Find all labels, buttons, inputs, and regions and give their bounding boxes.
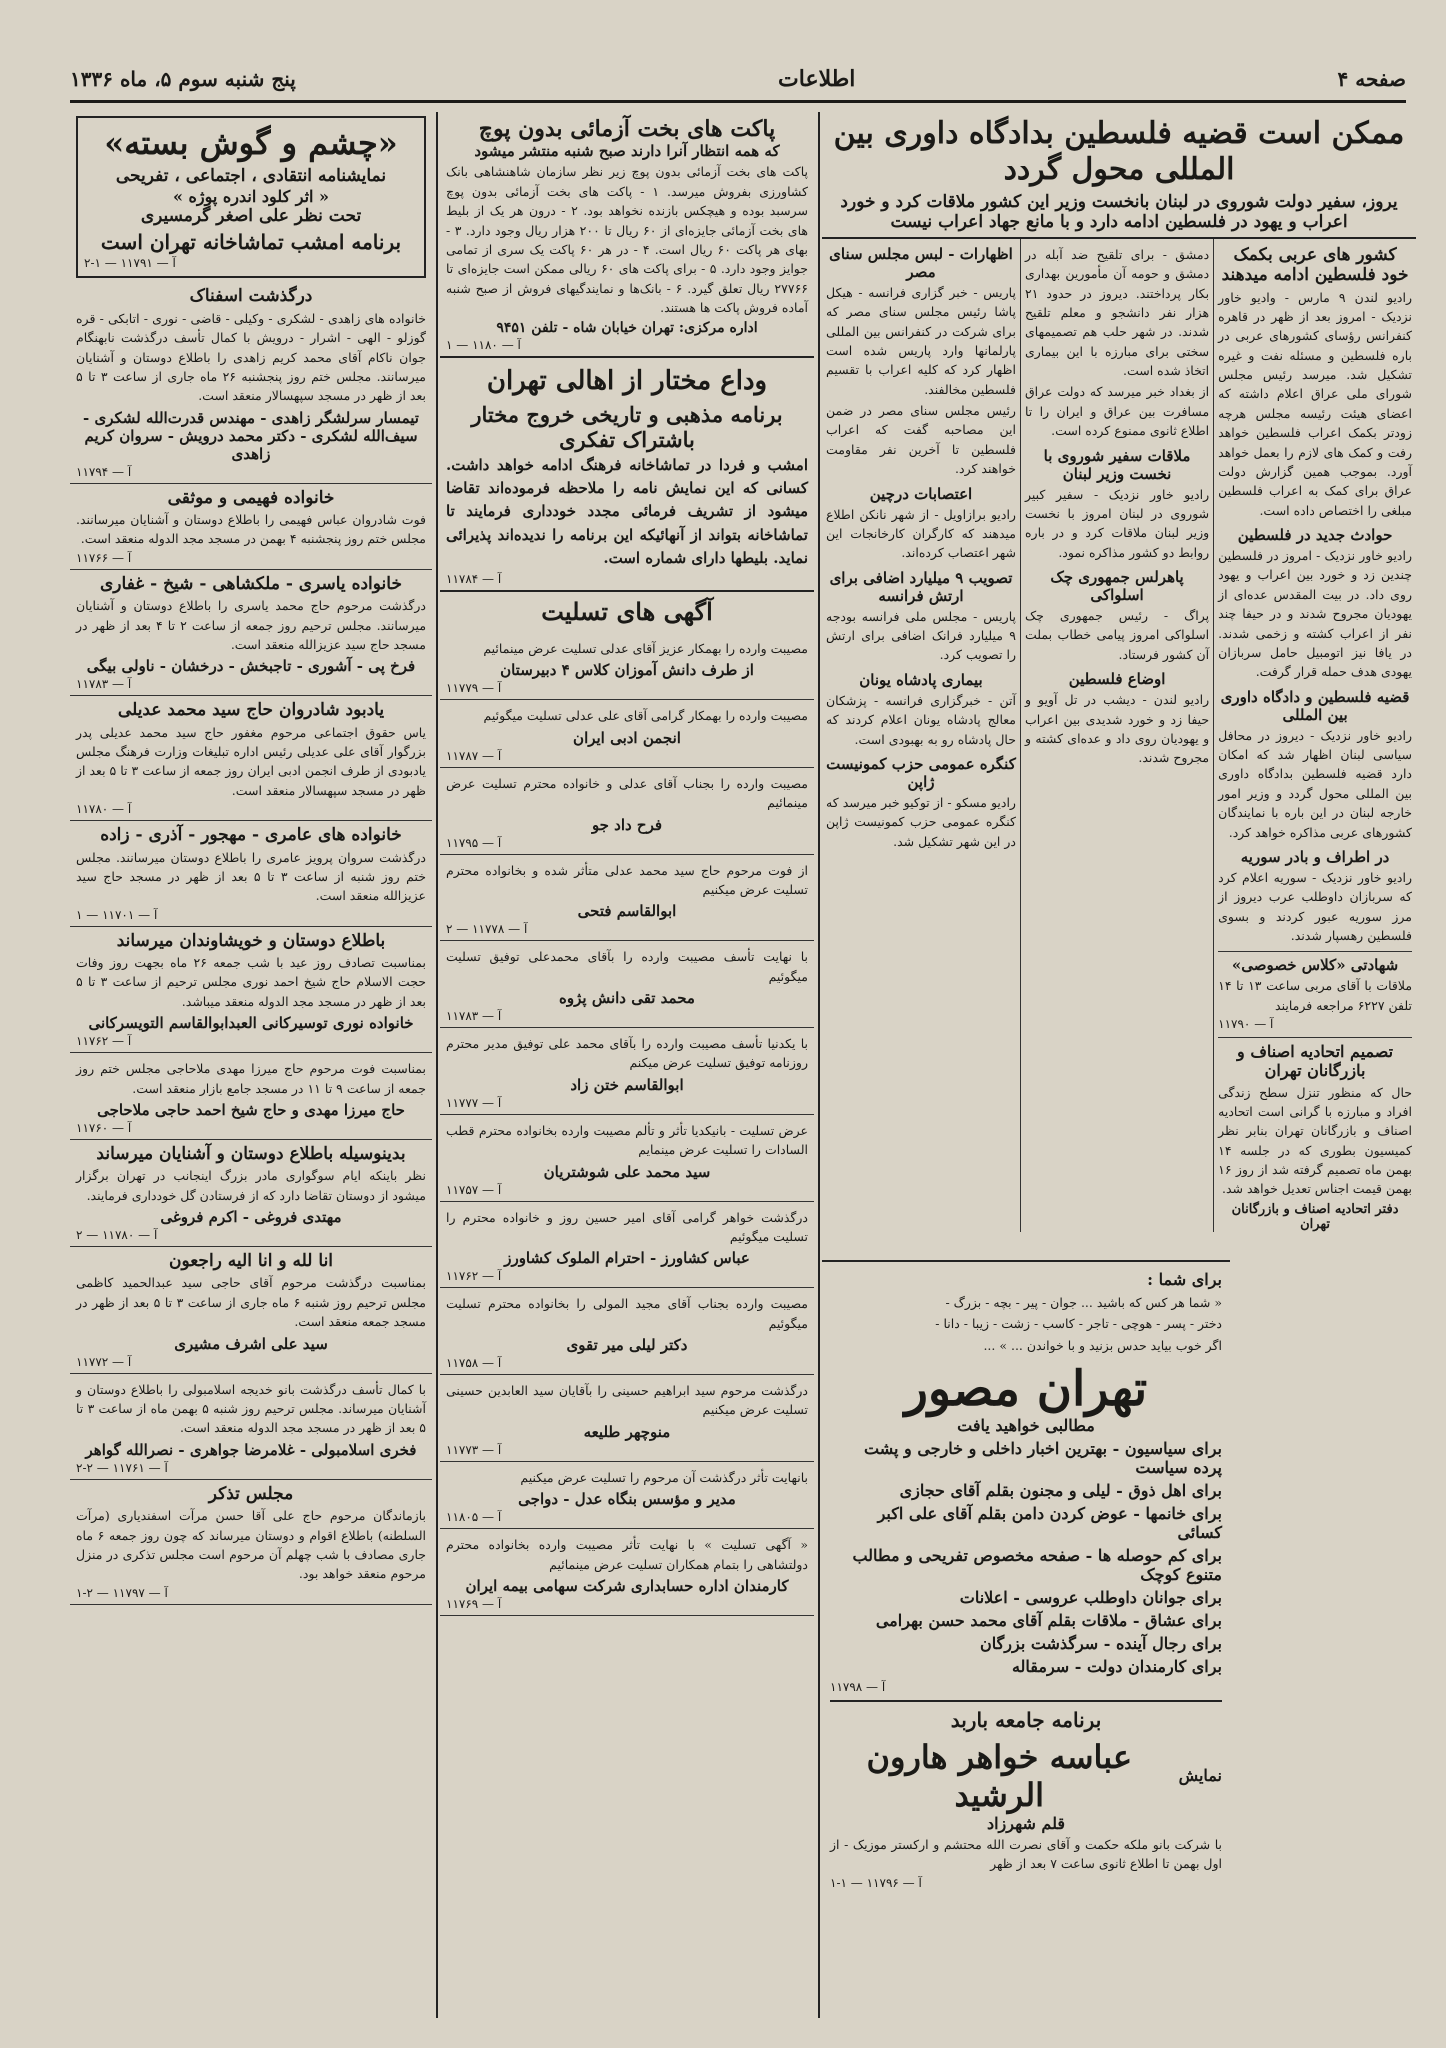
ad-number: آ — ۱۱۷۶۱ — ۲-۲ [76, 1460, 168, 1475]
condolence-signature: کارمندان اداره حسابداری شرکت سهامی بیمه ایران [465, 1576, 789, 1595]
story-text: پاریس - مجلس ملی فرانسه بودجه ۹ میلیارد فرانک اضافی برای ارتش را تصویب کرد. [826, 608, 1016, 663]
obituary-signature: حاج میرزا مهدی و حاج شیخ احمد حاجی ملاحاجی [97, 1100, 405, 1119]
tehran-item: برای سیاسیون - بهترین اخبار داخلی و خارجی و پشت پرده سیاست [864, 1438, 1222, 1477]
barbad-ad [830, 1700, 1222, 1890]
tehran-item: برای اهل ذوق - لیلی و مجنون بقلم آقای حجازی [899, 1480, 1222, 1500]
mokhtar-ad [440, 358, 814, 592]
obituary-title: درگذشت اسفناک [189, 286, 313, 307]
condolence-signature: انجمن ادبی ایران [573, 728, 681, 747]
condolence-notice [440, 1288, 814, 1375]
condolence-notice [440, 700, 814, 767]
condolence-text: مصیبت وارده را بهمکار گرامی آقای علی عدلی تسلیت میگوئیم [483, 708, 808, 724]
obituary-title: خانواده یاسری - ملکشاهی - شیخ - غفاری [100, 573, 402, 594]
story-title: ملاقات سفیر شوروی با نخست وزیر لبنان [1043, 446, 1191, 483]
notice-signature: دفتر اتحادیه اصناف و بازرگانان تهران [1231, 1201, 1399, 1232]
obituary-text: بمناسبت تصادف روز عید با شب جمعه ۲۶ ماه بجهت روز وفات حجت الاسلام حاج شیخ احمد نوری مجلس ترحیم از ساعت ۳ تا ۵ بعد از ظهر در مسجد مجد الدوله منعقد میباشد. [76, 955, 426, 1009]
lead-headline: ممکن است قضیه فلسطین بدادگاه داوری بین المللی محول گردد [833, 116, 1405, 187]
ad-number: آ — ۱۱۷۹۶ — ۱-۱ [830, 1875, 922, 1890]
ad-block-tehran [822, 1260, 1230, 1894]
condolence-notice [440, 768, 814, 855]
ad-number: آ — ۱۱۷۹۸ [830, 1679, 886, 1694]
lead-subhead: یروز، سفیر دولت شوروی در لبنان بانخست وزیر این کشور ملاقات کرد و خورد اعراب و یهود در فلسطین ادامه دارد و با مانع جهاد اعراب نیست [840, 192, 1398, 233]
story-title: قضیه فلسطین و دادگاه داوری بین المللی [1220, 687, 1410, 724]
tehran-item: برای رجال آینده - سرگذشت بزرگان [980, 1633, 1222, 1653]
news-column-world [822, 239, 1020, 1232]
ad-number: آ — ۱۱۷۷۳ [446, 1442, 502, 1457]
story-title: تصویب ۹ میلیارد اضافی برای ارتش فرانسه [829, 568, 1013, 605]
condolence-signature: عباس کشاورز - احترام الملوک کشاورز [504, 1249, 750, 1268]
story-text: رادیو خاور نزدیک - امروز در فلسطین چندین زد و خورد بین اعراب و یهود روی داد. در بیت المقدس عده‌ای از یهودیان مجروح شدند و در حیفا چند نفر از اعراب کشته و زخمی شدند. در یافا نیز اتومبیل حامل سربازان یهودی هدف حمله قرار گرفت. [1218, 548, 1412, 680]
lottery-sub: که همه انتظار آنرا دارند صبح شنبه منتشر میشود [474, 142, 780, 161]
story-title: کشور های عربی بکمک خود فلسطین ادامه میدهند [1221, 244, 1409, 286]
story-title: پاهرلس جمهوری چک اسلواکی [1050, 568, 1184, 605]
condolence-signature: منوچهر طلیعه [583, 1422, 671, 1441]
condolence-signature: فرح داد جو [591, 815, 663, 834]
lottery-address: اداره مرکزی: تهران خیابان شاه - تلفن ۹۴۵۱ [496, 320, 758, 337]
story-title: در اطراف و بادر سوریه [1240, 847, 1390, 866]
condolence-text: از فوت مرحوم حاج سید محمد عدلی متأثر شده و بخانواده محترم تسلیت عرض میکنیم [446, 862, 808, 897]
tehran-item: برای خانمها - عوض کردن دامن بقلم آقای علی اکبر کسائی [877, 1503, 1222, 1542]
issue-date: پنج شنبه سوم ۵، ماه ۱۳۳۶ [70, 67, 296, 91]
ad-number: آ — ۱۱۷۹۰ [1218, 1017, 1274, 1032]
for-you-line: دختر - پسر - هوچی - تاجر - کاسب - زشت - زیبا - دانا - [935, 1316, 1222, 1332]
ad-number: آ — ۱۱۷۸۷ [446, 748, 502, 763]
play-director: تحت نظر علی اصغر گرمسیری [140, 205, 362, 226]
ad-number: آ — ۱۱۷۶۰ [76, 1120, 132, 1135]
condolence-notice [440, 633, 814, 700]
obituary-notice [70, 282, 432, 483]
ad-number: آ — ۱۱۷۶۲ [446, 1269, 502, 1284]
ad-title: شهادتی «کلاس خصوصی» [1231, 956, 1399, 975]
tehran-item: برای عشاق - ملاقات بقلم آقای محمد حسن بهرامی [875, 1610, 1222, 1630]
condolence-notice [440, 1529, 814, 1616]
ad-number: آ — ۱۱۷۶۶ [76, 550, 132, 565]
obituary-title: یادبود شادروان حاج سید محمد عدیلی [117, 700, 385, 721]
play-program: برنامه امشب تماشاخانه تهران است [100, 230, 402, 255]
story-text: پراگ - رئیس جمهوری چک اسلواکی امروز پیامی خطاب بملت آن کشور فرستاد. [1024, 608, 1210, 662]
obituary-title: بدینوسیله باطلاع دوستان و آشنایان میرساند [96, 1143, 406, 1164]
notice-text: حال که منظور تنزل سطح زندگی افراد و مبارزه با گرانی است اتحادیه اصناف و بازرگانان تهران بنابر نظر کمیسیون بطوری که در جلسه ۱۴ بهمن ماه تصمیم گرفته شد از روز ۱۶ بهمن قیمت اجناس تعدیل خواهد شد. [1218, 1084, 1412, 1197]
ad-number: آ — ۱۱۷۸۳ [76, 677, 132, 692]
lottery-text: پاکت های بخت آزمائی بدون پوچ زیر نظر سازمان شاهنشاهی بانک کشاورزی بفروش میرسد. ۱ - پاکت های بخت آزمائی بدون پوچ سرسبد بوده و هیچکس بازنده نخواهد بود. ۲ - درون هر یک از بلیط های بخت آزمائی جایزه‌ای از ۶۰ ریال تا ۲۰۰ هزار ریال وجود دارد. ۳ - بهای هر پاکت ۶۰ ریال است. ۴ - در هر ۶۰ پاکت یک سری از تمامی جوایز وجود دارد. ۵ - برای پاکت های ۶۰ ریالی ممکن است جایزه‌ای تا ۲۷۷۶۶ ریال تعلق گیرد. ۶ - بانک‌ها و نمایندگیهای فروش از صبح شنبه آماده فروش پاکت ها هستند. [446, 164, 809, 316]
condolence-section-title: آگهی های تسلیت [541, 597, 713, 627]
obituary-text: بمناسبت درگذشت مرحوم آقای حاجی سید عبدالحمید کاظمی مجلس ترحیم روز شنبه ۶ ماه جاری از ساعت ۳ تا ۵ بعد از ظهر در مسجد جمعه منعقد است. [76, 1275, 426, 1330]
condolence-notice [440, 1462, 814, 1529]
condolence-notice [440, 1028, 814, 1115]
obituary-text: فوت شادروان عباس فهیمی را باطلاع دوستان و آشنایان میرسانند. مجلس ختم روز پنجشنبه ۴ بهمن در مسجد مجد الدوله منعقد است. [76, 512, 426, 547]
story-title: اوضاع فلسطین [1068, 670, 1166, 689]
news-section [822, 112, 1416, 2018]
barbad-show-label: نمایش [1178, 1766, 1222, 1786]
barbad-text: با شرکت بانو ملکه حکمت و آقای نصرت الله محتشم و ارکستر موزیک - از اول بهمن تا اطلاع ثانوی ساعت ۷ بعد از ظهر [830, 1836, 1222, 1872]
for-you-line: « شما هر کس که باشید ... جوان - پیر - بچه - بزرگ - [945, 1295, 1222, 1310]
obituary-signature: خانواده نوری توسیرکانی العبدابوالقاسم التویسرکانی [88, 1014, 414, 1033]
column-divider [436, 112, 438, 2018]
story-text: آتن - خبرگزاری فرانسه - پزشکان معالج پادشاه یونان اعلام کردند که حال پادشاه رو به بهبودی است. [826, 692, 1016, 747]
tehran-item: برای کارمندان دولت - سرمقاله [1011, 1656, 1222, 1676]
obituary-notice [70, 821, 432, 927]
barbad-title: برنامه جامعه باربد [950, 1707, 1102, 1732]
ad-number: آ — ۱۱۷۰۱ — ۱ [76, 907, 158, 922]
tehran-item: برای کم حوصله ها - صفحه مخصوص تفریحی و مطالب متنوع کوچک [852, 1545, 1222, 1584]
obituary-notice [70, 1140, 432, 1247]
condolence-signature: ابوالقاسم فتحی [577, 902, 677, 921]
for-you-title: برای شما : [1147, 1270, 1222, 1289]
masthead-rule [70, 100, 1406, 103]
obituary-text: بازماندگان مرحوم حاج علی آقا حسن مرآت اسفندیاری (مرآت السلطنه) باطلاع اقوام و دوستان میرساند که چون روز جمعه ۶ ماه جاری مصادف با شب چهلم آن مرحوم است مجلس تذکری در منزل مرحوم منعقد خواهد بود. [76, 1508, 426, 1582]
theater-ad [76, 116, 426, 278]
tehran-sub: مطالبی خواهید یافت [957, 1415, 1095, 1435]
obituary-signature: فرخ پی - آشوری - تاجبخش - درخشان - ناولی بیگی [86, 657, 416, 676]
mokhtar-title: وداع مختار از اهالی تهران [486, 366, 768, 397]
guild-notice [1218, 1037, 1412, 1232]
condolence-notice [440, 1375, 814, 1462]
lead-story-header [822, 112, 1416, 239]
obituary-notice [70, 696, 432, 821]
ad-number: آ — ۱۱۷۹۱ — ۱-۲ [84, 256, 176, 271]
obituary-notice [70, 484, 432, 570]
lottery-title: پاکت های بخت آزمائی بدون پوچ [478, 116, 776, 142]
obituary-signature: فخری اسلامبولی - غلامرضا جواهری - نصرالله گواهر [85, 1440, 417, 1459]
ad-number: آ — ۱۱۸۰ — ۱ [446, 338, 521, 353]
mokhtar-sub: برنامه مذهبی و تاریخی خروج مختار باشتراک تفکری [471, 401, 783, 452]
story-text: رادیو مسکو - از توکیو خبر میرسد که کنگره عمومی حزب کمونیست ژاپن در این شهر تشکیل شد. [826, 794, 1016, 849]
story-title: کنگره عمومی حزب کمونیست ژاپن [826, 754, 1016, 791]
obituary-notice [70, 1053, 432, 1140]
obituary-text: بمناسبت فوت مرحوم حاج میرزا مهدی ملاحاجی مجلس ختم روز جمعه از ساعت ۹ تا ۱۱ در مسجد جامع بازار منعقد است. [76, 1061, 426, 1096]
story-text: پاریس - خبر گزاری فرانسه - هیکل پاشا رئیس مجلس سنای مصر که برای شرکت در کنفرانس بین المللی پارلمانها وارد پاریس شده است اظهار کرد که کلیه اعراب با تقسیم فلسطین مخالفند. [826, 284, 1016, 397]
obituary-text: درگذشت مرحوم حاج محمد یاسری را باطلاع دوستان و آشنایان میرسانند. مجلس ترحیم روز جمعه از ساعت ۲ تا ۴ بعد از ظهر در مسجد حاج سید عزیزالله منعقد است. [76, 598, 427, 652]
condolence-signature: محمد تقی دانش پژوه [559, 989, 695, 1007]
obituary-title: باطلاع دوستان و خویشاوندان میرساند [116, 930, 386, 951]
tehran-item: برای جوانان داوطلب عروسی - اعلانات [959, 1587, 1222, 1607]
story-text: دمشق - برای تلقیح ضد آبله در دمشق و حومه آن مأمورین بهداری بکار پرداختند. دیروز در حدود ۲۱ هزار نفر دانشجو و معلم تلقیح شدند. در شهر حلب هم تصمیمهای سختی برای مبارزه با این بیماری اتخاذ شده است. [1024, 246, 1210, 379]
ad-number: آ — ۱۱۷۸۳ [446, 1009, 502, 1023]
ad-number: آ — ۱۱۷۸۴ [446, 572, 502, 587]
barbad-author: قلم شهرزاد [986, 1813, 1066, 1833]
class-ad [1218, 951, 1412, 1031]
obituary-notice [70, 570, 432, 697]
ad-number: آ — ۱۱۷۸۰ — ۲ [76, 1228, 158, 1243]
story-text: رادیو لندن ۹ مارس - وادیو خاور نزدیک - امروز بعد از ظهر در قاهره کنفرانس رؤسای کشورهای عربی در باره فلسطین و مسئله نفت و غیره تشکیل شد. میرسد رئیس مجلس شورای ملی عراق اعلام داشته که اعضای هیئت رئیسه مجلس هرچه زودتر بکمک اعراب فلسطین خواهد رفت و کمک های لازم را بعمل خواهد آورد. بموجب همین گزارش دولت عراق برای کمک به اعراب فلسطین مبلغی را اختصاص داده است. [1218, 289, 1412, 518]
story-title: بیماری پادشاه یونان [859, 670, 983, 689]
condolence-notice [440, 855, 814, 942]
condolence-text: مصیبت وارده را بجناب آقای عدلی و خانواده محترم تسلیت عرض مینمائیم [446, 775, 808, 811]
story-text: رادیو خاور نزدیک - سفیر کبیر شوروی در لبنان امروز با نخست وزیر لبنان ملاقات کرد و در باره روابط دو کشور مذاکره نمود. [1024, 486, 1210, 560]
mokhtar-text: امشب و فردا در تماشاخانه فرهنگ ادامه خواهد داشت. کسانی که این نمایش نامه را ملاحظه فرموده‌اند تقاضا میشود از تشریف فرمائی مجدد خودداری فرمایند تا تماشاخانه بتواند از آنهائیکه این برنامه را ندیده‌اند پذیرائی نماید. بلیطها دارای شماره است. [446, 455, 808, 567]
obituary-text: نظر باینکه ایام سوگواری مادر بزرگ اینجانب در تهران برگزار میشود از دوستان تقاضا دارد که از فرستادن گل خودداری فرمایند. [76, 1168, 426, 1203]
obituary-text: خانواده های زاهدی - لشکری - وکیلی - قاضی - نوری - اتابکی - قره گوزلو - الهی - اشرار - درویش با کمال تأسف درگذشت نابهنگام جوان ناکام آقای محمد کریم زاهدی را باطلاع دوستان و آشنایان میرسانند. مجلس ختم روز پنجشنبه ۲۶ ماه جاری از ساعت ۳ تا ۵ بعد از ظهر در مسجد سپهسالار منعقد است. [76, 310, 426, 404]
ad-number: آ — ۱۱۷۷۹ [446, 681, 502, 696]
condolence-text: « آگهی تسلیت » با نهایت تأثر مصیبت وارده بخانواده محترم دولتشاهی را بتمام همکاران تسلیت عرض مینمائیم [446, 1537, 808, 1572]
ad-number: آ — ۱۱۷۸۰ [76, 802, 132, 817]
condolence-signature: ابوالقاسم ختن زاد [570, 1075, 684, 1094]
ad-number: آ — ۱۱۷۶۲ [76, 1034, 132, 1049]
paper-name: اطلاعات [778, 66, 856, 92]
notice-title: تصمیم اتحادیه اصناف و بازرگانان تهران [1237, 1042, 1394, 1081]
obituary-signature: مهتدی فروغی - اکرم فروغی [160, 1208, 342, 1227]
masthead [70, 62, 1406, 96]
obituary-notice [70, 1374, 432, 1480]
barbad-play-name: عباسه خواهر هارون الرشید [866, 1737, 1133, 1814]
news-column-middle [1020, 239, 1213, 1232]
condolence-text: با یکدنیا تأسف مصیبت وارده را بآقای محمد علی توفیق مدیر محترم روزنامه توفیق تسلیت عرض میکنم [446, 1036, 808, 1071]
ad-number: آ — ۱۱۷۵۸ [446, 1356, 502, 1370]
ads-middle-section [440, 112, 814, 2018]
obituaries-section [70, 112, 432, 2018]
story-text: رادیو خاور نزدیک - دیروز در محافل سیاسی لبنان اظهار شد که امکان دارد قضیه فلسطین بدادگاه داوری بین المللی محول گردد و وزیر امور خارجه لبنان در این باره با نمایندگان کشورهای عربی مذاکره خواهد کرد. [1218, 727, 1412, 840]
obituary-notice [70, 927, 432, 1054]
obituary-title: خانواده های عامری - مهجور - آذری - زاده [100, 825, 402, 846]
condolence-text: مصیبت وارده بجناب آقای مجید المولی را بخانواده محترم تسلیت میگوئیم [446, 1296, 808, 1331]
ad-number: آ — ۱۱۷۷۷ [446, 1095, 502, 1110]
obituary-notice [70, 1480, 432, 1605]
news-column-arab [1213, 239, 1416, 1232]
condolence-text: بانهایت تأثر درگذشت آن مرحوم را تسلیت عرض میکنیم [520, 1469, 808, 1485]
condolence-text: عرض تسلیت - بانیکدیا تأثر و تألم مصیبت وارده بخانواده محترم قطب السادات را تسلیت عرض مینمایم [446, 1122, 808, 1158]
ad-number: آ — ۱۱۸۰۵ [446, 1510, 502, 1525]
condolence-notice [440, 1115, 814, 1202]
story-title: اعتصابات درچین [869, 484, 973, 503]
story-text: از بغداد خبر میرسد که دولت عراق مسافرت بین عراق و ایران را تا اطلاع ثانوی ممنوع کرده است. [1024, 384, 1210, 439]
play-author: « اثر کلود اندره پوژه » [172, 186, 330, 206]
condolence-notice [440, 941, 814, 1028]
ad-number: آ — ۱۱۷۹۵ [446, 835, 502, 850]
obituary-text: با کمال تأسف درگذشت بانو خدیجه اسلامبولی را باطلاع دوستان و آشنایان میرساند. مجلس ترحیم روز شنبه ۵ بهمن ماه از ساعت ۳ تا ۵ بعد از ظهر در مسجد مجد الدوله منعقد است. [76, 1381, 426, 1436]
ad-number: آ — ۱۱۷۶۹ [446, 1596, 502, 1611]
obituary-text: یاس حقوق اجتماعی مرحوم مغفور حاج سید محمد عدیلی پدر بزرگوار آقای علی عدیلی رئیس اداره تبلیغات وزارت فرهنگ مجلس یادبودی از طرف انجمن ادبی ایران روز جمعه از ساعت ۳ تا ۵ بعد از ظهر در مسجد سپهسالار منعقد است. [76, 724, 426, 798]
play-sub: نمایشنامه انتقادی ، اجتماعی ، تفریحی [115, 166, 387, 187]
ad-number: آ — ۱۱۷۷۸ — ۲ [446, 922, 528, 937]
condolence-text: مصیبت وارده را بهمکار عزیز آقای عدلی تسلیت عرض مینمائیم [483, 641, 808, 656]
play-title: «چشم و گوش بسته» [104, 124, 398, 162]
story-text: رادیو خاور نزدیک - سوریه اعلام کرد که سربازان داوطلب عرب دیروز از مرز سوریه عبور کردند و بسوی فلسطین رهسپار شدند. [1218, 869, 1412, 944]
tehran-mosavvar-title: تهران مصور [904, 1361, 1148, 1418]
condolence-text: درگذشت خواهر گرامی آقای امیر حسین روز و خانواده محترم را تسلیت میگوئیم [446, 1209, 808, 1244]
column-divider [818, 112, 820, 2018]
condolence-list [440, 633, 814, 1616]
condolence-notice [440, 1202, 814, 1289]
ad-text: ملاقات با آقای مربی ساعت ۱۳ تا ۱۴ تلفن ۶۲۲۷ مراجعه فرمایند [1218, 978, 1413, 1013]
story-text: رئیس مجلس سنای مصر در ضمن این مصاحبه گفت که اعراب فلسطین تا آخرین نفر مقاومت خواهند کرد. [826, 403, 1016, 477]
obituary-list [70, 282, 432, 1604]
condolence-text: با نهایت تأسف مصیبت وارده را بآقای محمدعلی توفیق تسلیت میگوئیم [446, 949, 808, 984]
obituary-signature: سید علی اشرف مشیری [174, 1334, 328, 1353]
condolence-text: درگذشت مرحوم سید ابراهیم حسینی را بآقایان سید العابدین حسینی تسلیت عرض میکنیم [446, 1383, 808, 1418]
obituary-text: درگذشت سروان پرویز عامری را باطلاع دوستان میرسانند. مجلس ختم روز شنبه از ساعت ۳ تا ۵ بعد از ظهر در مسجد حاج سید عزیزالله منعقد است. [76, 849, 426, 904]
condolence-signature: دکتر لیلی میر تقوی [566, 1336, 688, 1354]
story-title: اظهارات - لبس مجلس سنای مصر [829, 244, 1013, 281]
ad-number: آ — ۱۱۷۹۴ [76, 464, 132, 479]
obituary-signature: تیمسار سرلشگر زاهدی - مهندس قدرت‌الله لشکری - سیف‌الله لشکری - دکتر محمد درویش - سروان کریم زاهدی [83, 408, 419, 463]
obituary-notice [70, 1247, 432, 1374]
for-you-line: اگر خوب بیاید حدس بزنید و با خواندن ... » ... [983, 1337, 1222, 1353]
ad-number: آ — ۱۱۷۵۷ [446, 1182, 502, 1197]
obituary-title: خانواده فهیمی و موثقی [167, 487, 335, 508]
condolence-signature: سید محمد علی شوشتریان [543, 1162, 711, 1181]
obituary-title: مجلس تذکر [208, 1483, 294, 1504]
condolence-signature: مدیر و مؤسس بنگاه عدل - دواجی [518, 1490, 736, 1509]
obituary-title: انا لله و انا الیه راجعون [168, 1251, 334, 1272]
story-text: رادیو برازاویل - از شهر نانکن اطلاع میدهند که کارگران کارخانجات این شهر اعتصاب کرده‌اند. [826, 506, 1016, 561]
story-title: حوادث جدید در فلسطین [1237, 526, 1393, 545]
ad-number: آ — ۱۱۷۷۲ [76, 1354, 132, 1369]
condolence-signature: از طرف دانش آموزان کلاس ۴ دبیرستان [500, 661, 754, 680]
lottery-ad [440, 112, 814, 358]
page-number: صفحه ۴ [1337, 67, 1406, 91]
story-text: رادیو لندن - دیشب در تل آویو و حیفا زد و خورد شدیدی بین اعراب و یهودیان روی داد و عده‌ای کشته و مجروح شدند. [1024, 692, 1210, 766]
ad-number: آ — ۱۱۷۹۷ — ۲-۱ [76, 1585, 168, 1600]
